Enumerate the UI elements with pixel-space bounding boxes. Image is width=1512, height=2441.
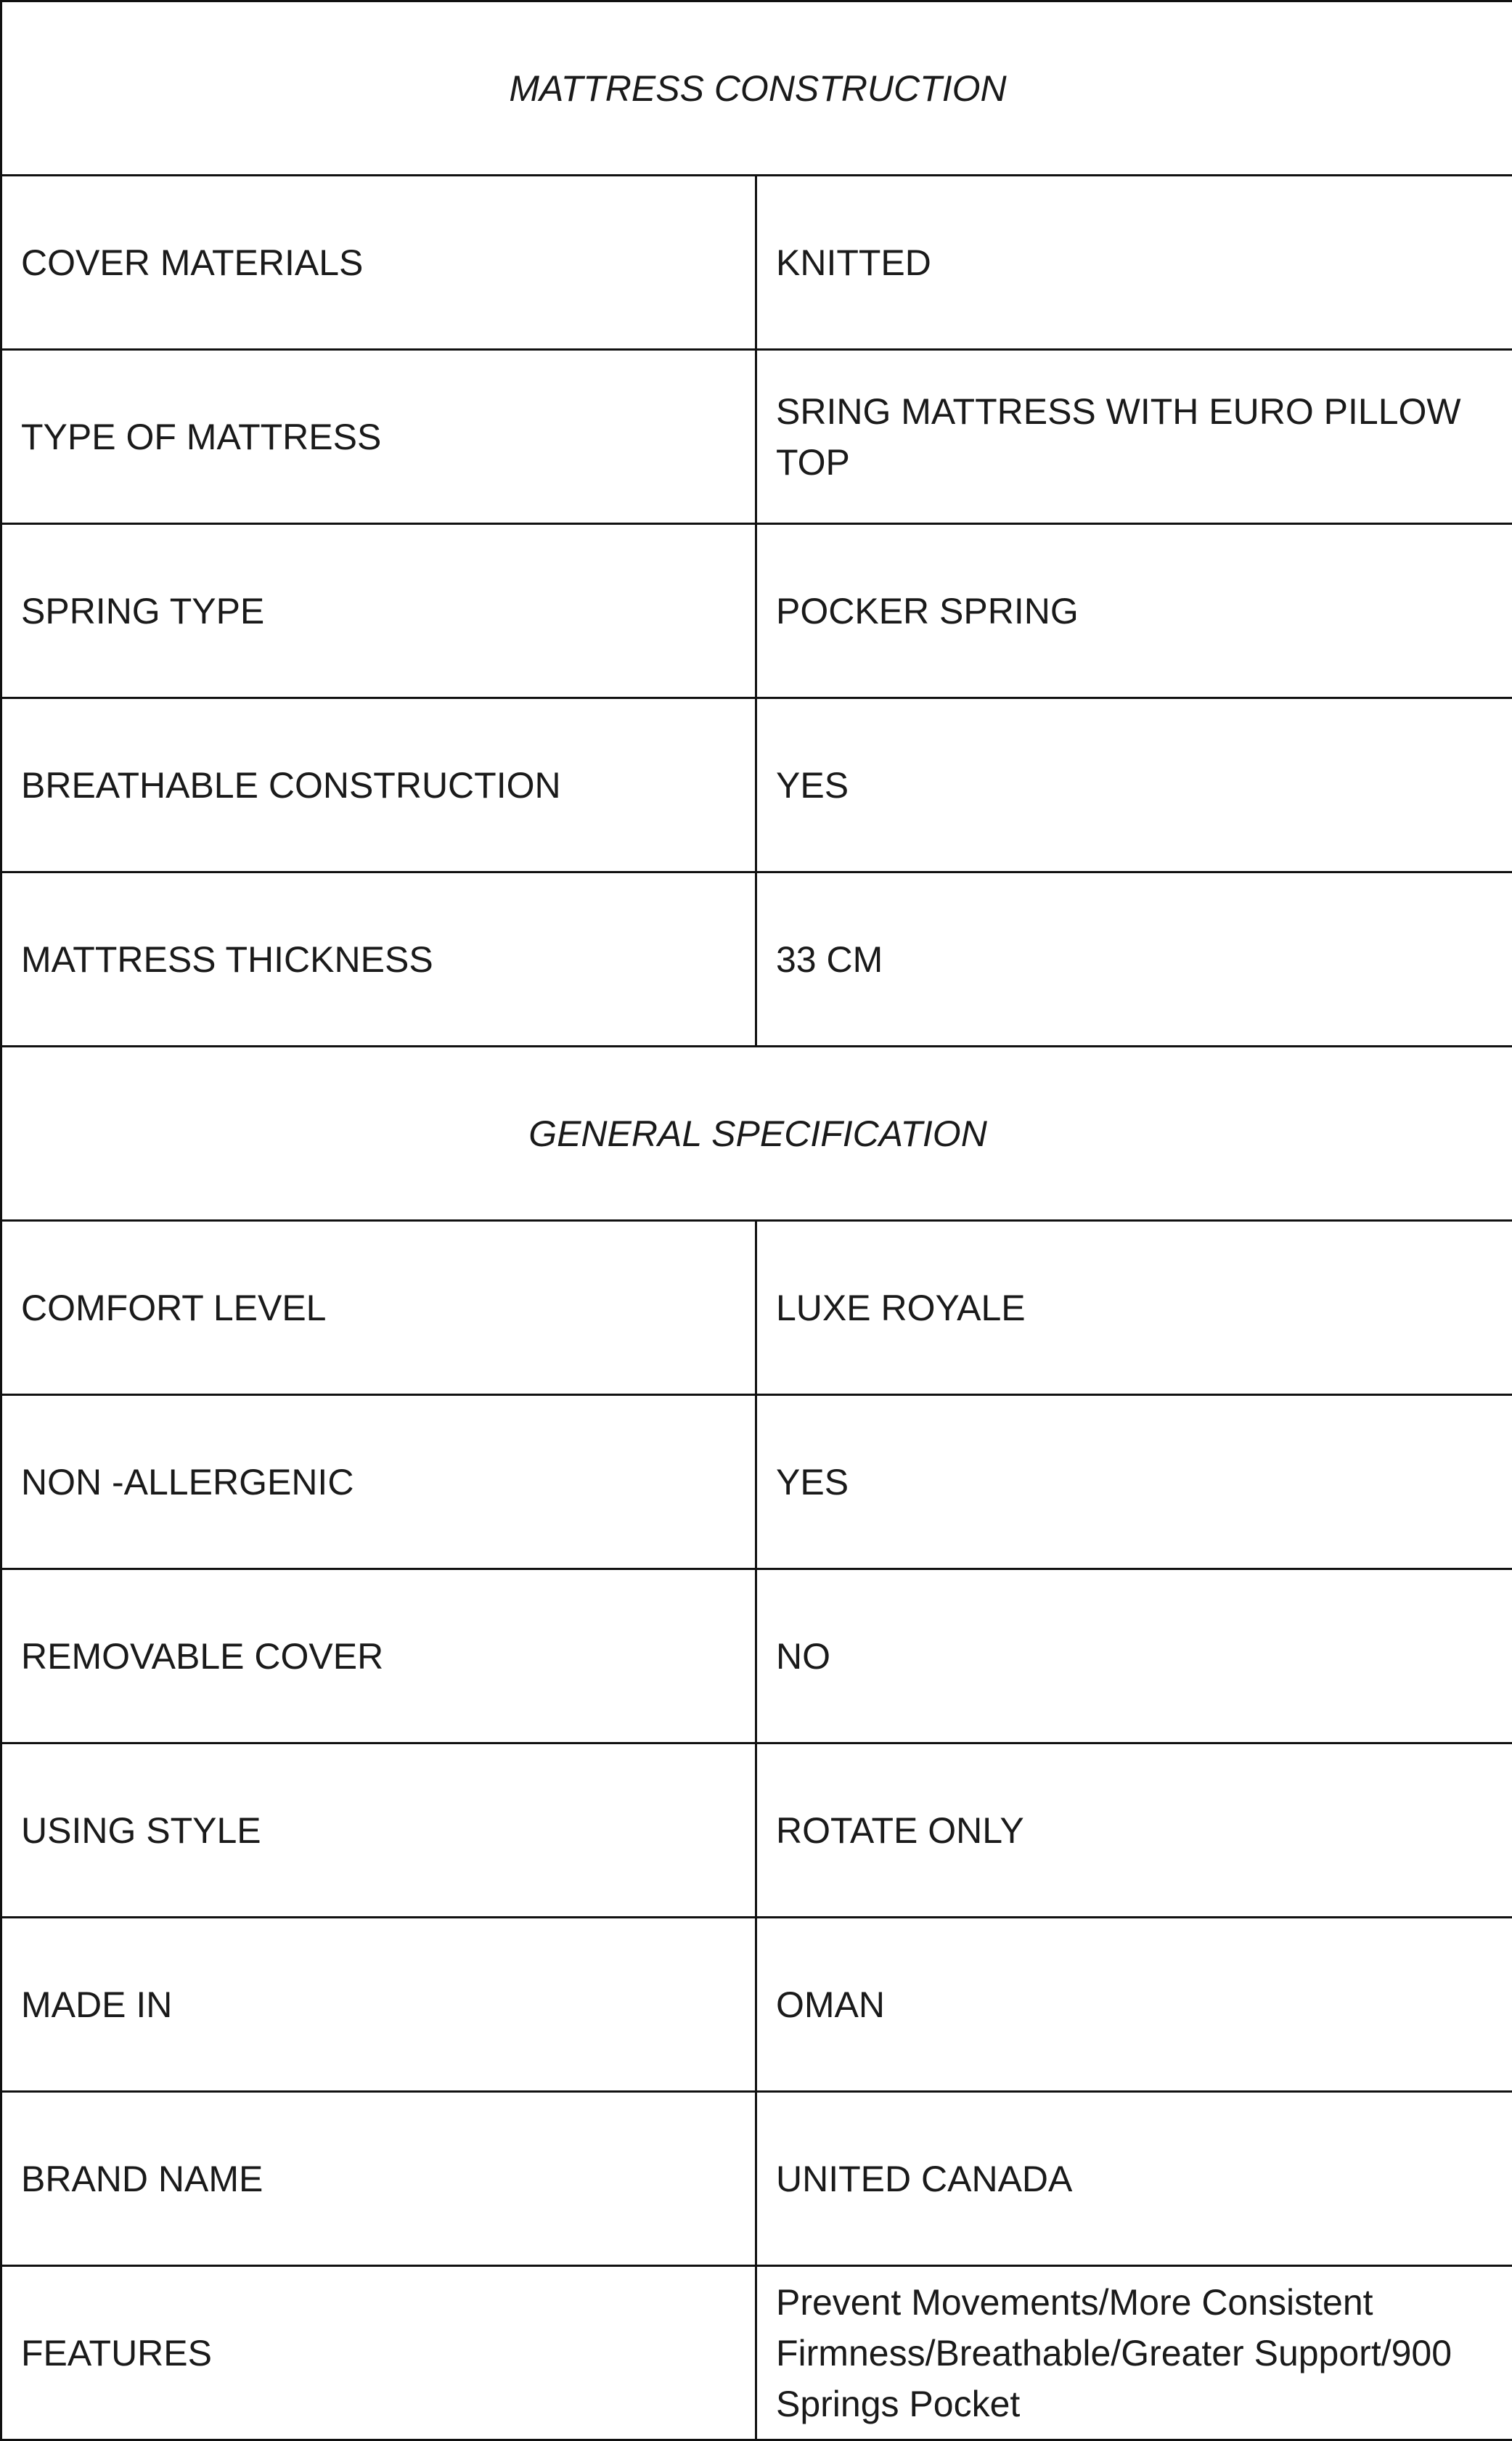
row-value: SRING MATTRESS WITH EURO PILLOW TOP xyxy=(756,350,1512,524)
row-label: TYPE OF MATTRESS xyxy=(1,350,756,524)
table-row xyxy=(1,524,1512,698)
table-row xyxy=(1,698,1512,872)
row-value: NO xyxy=(756,1569,1512,1743)
table-row xyxy=(1,1918,1512,2092)
row-value: OMAN xyxy=(756,1918,1512,2092)
table-row xyxy=(1,1395,1512,1569)
row-value: UNITED CANADA xyxy=(756,2092,1512,2266)
row-label: COVER MATERIALS xyxy=(1,176,756,350)
row-value: YES xyxy=(756,1395,1512,1569)
table-row xyxy=(1,176,1512,350)
row-label: BREATHABLE CONSTRUCTION xyxy=(1,698,756,872)
table-row xyxy=(1,350,1512,524)
section-title: MATTRESS CONSTRUCTION xyxy=(1,1,1512,176)
row-label: NON -ALLERGENIC xyxy=(1,1395,756,1569)
section-header-general-specification xyxy=(1,1047,1512,1221)
table-row xyxy=(1,1221,1512,1395)
row-label: USING STYLE xyxy=(1,1743,756,1918)
row-label: MATTRESS THICKNESS xyxy=(1,872,756,1047)
table-row xyxy=(1,872,1512,1047)
row-label: REMOVABLE COVER xyxy=(1,1569,756,1743)
row-label: SPRING TYPE xyxy=(1,524,756,698)
row-value: Prevent Movements/More Consistent Firmness/Breathable/Greater Support/900 Springs Pocket xyxy=(756,2266,1512,2440)
table-row xyxy=(1,2266,1512,2440)
table-row xyxy=(1,1743,1512,1918)
row-value: YES xyxy=(756,698,1512,872)
section-title: GENERAL SPECIFICATION xyxy=(1,1047,1512,1221)
section-header-mattress-construction xyxy=(1,1,1512,176)
row-label: FEATURES xyxy=(1,2266,756,2440)
row-value: POCKER SPRING xyxy=(756,524,1512,698)
row-value: 33 CM xyxy=(756,872,1512,1047)
table-row xyxy=(1,2092,1512,2266)
row-value: KNITTED xyxy=(756,176,1512,350)
row-value: LUXE ROYALE xyxy=(756,1221,1512,1395)
row-value: ROTATE ONLY xyxy=(756,1743,1512,1918)
row-label: COMFORT LEVEL xyxy=(1,1221,756,1395)
row-label: BRAND NAME xyxy=(1,2092,756,2266)
row-label: MADE IN xyxy=(1,1918,756,2092)
table-row xyxy=(1,1569,1512,1743)
